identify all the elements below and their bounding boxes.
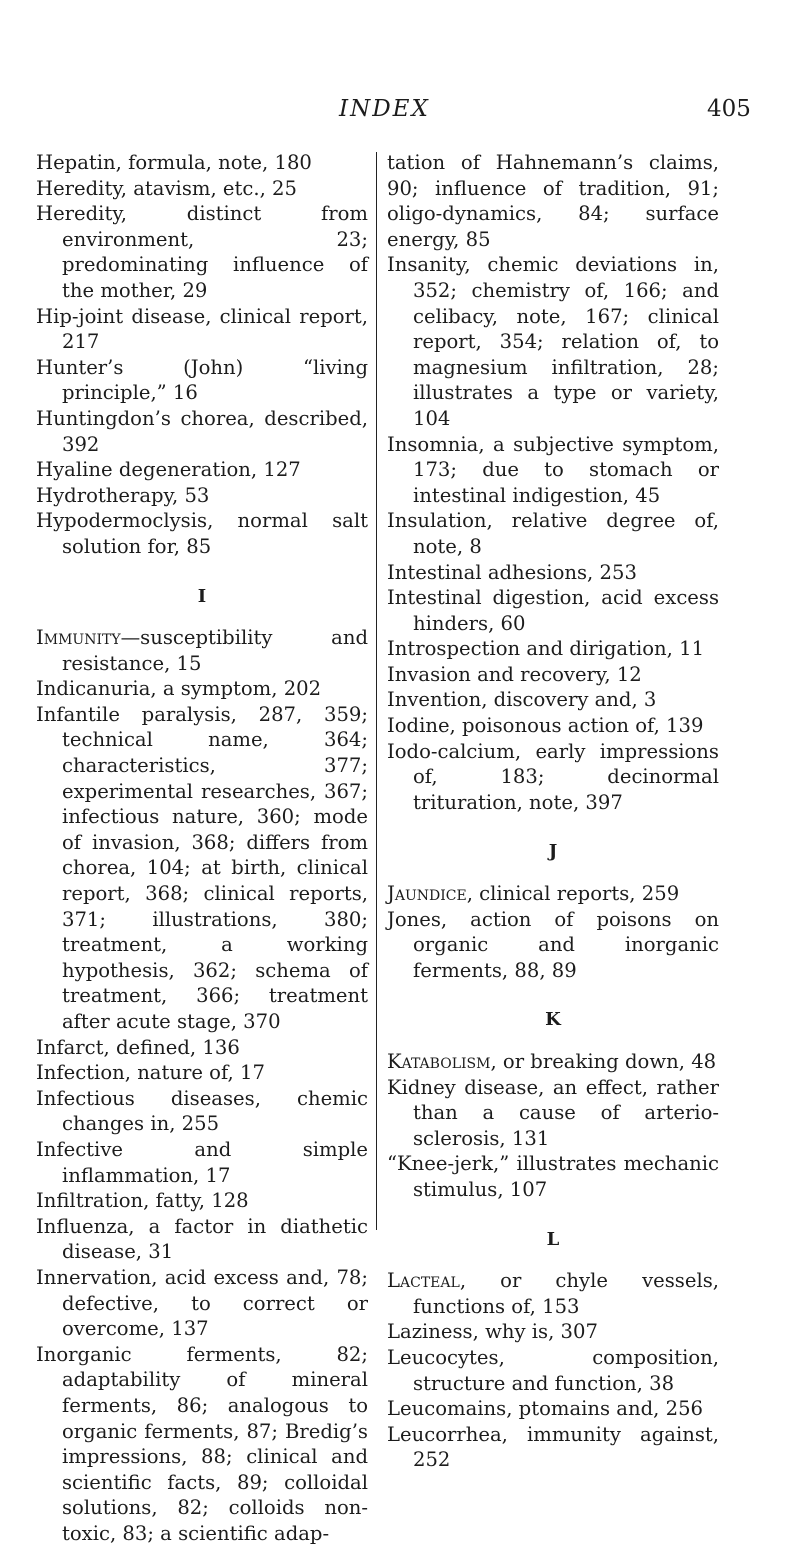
index-entry: Jones, action of poisons on organic and inorganic ferments, 88, 89 — [387, 907, 719, 982]
index-entry: Iodine, poisonous action of, 139 — [387, 714, 704, 738]
index-entry: Invention, discovery and, 3 — [387, 688, 657, 712]
index-entry: Hydrotherapy, 53 — [36, 483, 210, 507]
index-entry: Influenza, a factor in diathetic disease, 31 — [36, 1214, 368, 1264]
section-letter-k: K — [545, 1009, 561, 1031]
index-entry — [387, 881, 719, 907]
index-entry: Infective and simple inflammation, 17 — [36, 1137, 368, 1187]
index-entry: Innervation, acid excess and, 78; defective, to correct or overcome, 137 — [36, 1265, 368, 1341]
index-entry: Hyaline degeneration, 127 — [36, 458, 301, 482]
index-entry: Intestinal digestion, acid excess hinders, 60 — [387, 586, 719, 635]
index-entry: Insulation, relative degree of, note, 8 — [387, 509, 719, 558]
index-entry: Indicanuria, a symptom, 202 — [36, 677, 322, 701]
entry-headword: Immunity — [36, 626, 121, 650]
running-title: INDEX — [339, 96, 430, 122]
index-entry: Introspection and dirigation, 11 — [387, 637, 705, 661]
index-entry: Infectious diseases, chemic changes in, 255 — [36, 1086, 368, 1136]
index-entry: Invasion and recovery, 12 — [387, 662, 642, 686]
index-entry: Hypodermoclysis, normal salt solution for, 85 — [36, 509, 368, 558]
left-column — [36, 150, 368, 1546]
index-entry: Leucomains, ptomains and, 256 — [387, 1397, 703, 1421]
page-header — [0, 96, 800, 136]
entry-headword: Jaundice — [387, 882, 467, 906]
index-entry — [36, 625, 368, 676]
section-letter-l: L — [546, 1228, 560, 1250]
entry-text: —susceptibility and resistance, 15 — [62, 626, 368, 675]
section-letter-j: J — [548, 841, 558, 863]
entry-text: , or breaking down, 48 — [490, 1050, 717, 1073]
index-entry: Infection, nature of, 17 — [36, 1061, 265, 1085]
index-entry: Intestinal adhesions, 253 — [387, 560, 637, 584]
column-divider — [376, 152, 377, 1230]
index-entry: Huntingdon’s chorea, described, 392 — [36, 406, 368, 456]
entry-text: , clinical reports, 259 — [466, 882, 680, 906]
index-entry — [387, 1049, 719, 1075]
index-entry: “Knee-jerk,” illustrates mechanic stimulus, 107 — [387, 1152, 719, 1201]
index-entry: Hepatin, formula, note, 180 — [36, 151, 312, 174]
entry-text: , or chyle vessels, functions of, 153 — [413, 1269, 719, 1318]
entry-headword: Lacteal — [387, 1269, 460, 1293]
index-entry: Hunter’s (John) “living principle,” 16 — [36, 355, 368, 405]
index-entry: Inorganic ferments, 82; adaptability of mineral ferments, 86; analogous to organic ferments, 87; Bredig’s impressions, 88; clinical and scientific facts, 89; colloidal solutions, 82; colloids non-toxic, 83; a scientific adap- — [36, 1342, 368, 1545]
index-entry: Infiltration, fatty, 128 — [36, 1189, 249, 1213]
index-entry-continuation: tation of Hahnemann’s claims, 90; influence of tradition, 91; oligo-dynamics, 84; surface energy, 85 — [387, 151, 719, 251]
index-entry: Laziness, why is, 307 — [387, 1320, 598, 1344]
index-entry — [387, 1268, 719, 1319]
section-letter-i: I — [197, 585, 207, 607]
entry-headword: Katabolism — [387, 1050, 491, 1073]
index-entry: Infarct, defined, 136 — [36, 1035, 240, 1059]
index-entry: Heredity, distinct from environment, 23; predominating influence of the mother, 29 — [36, 202, 368, 302]
index-entry: Hip-joint disease, clinical report, 217 — [36, 304, 368, 354]
index-entry: Iodo-calcium, early impressions of, 183; decinormal trituration, note, 397 — [387, 739, 719, 814]
index-entry: Infantile paralysis, 287, 359; technical name, 364; characteristics, 377; experimental researches, 367; infectious nature, 360; mode of invasion, 368; differs from chorea, 104; at birth, clinical report, 368; clinical reports, 371; illustrations, 380; treatment, a working hypothesis, 362; schema of treatment, 366; treatment after acute stage, 370 — [36, 702, 368, 1033]
index-entry: Kidney disease, an effect, rather than a cause of arterio-sclerosis, 131 — [387, 1075, 719, 1150]
index-entry: Insomnia, a subjective symptom, 173; due to stomach or intestinal indigestion, 45 — [387, 432, 719, 507]
page-number: 405 — [707, 96, 751, 122]
right-column — [387, 150, 719, 1473]
index-entry: Heredity, atavism, etc., 25 — [36, 176, 297, 200]
index-entry: Leucorrhea, immunity against, 252 — [387, 1422, 719, 1472]
index-entry: Leucocytes, composition, structure and function, 38 — [387, 1345, 719, 1395]
index-entry: Insanity, chemic deviations in, 352; chemistry of, 166; and celibacy, note, 167; clinical report, 354; relation of, to magnesium infiltration, 28; illustrates a type or variety, 104 — [387, 253, 719, 430]
